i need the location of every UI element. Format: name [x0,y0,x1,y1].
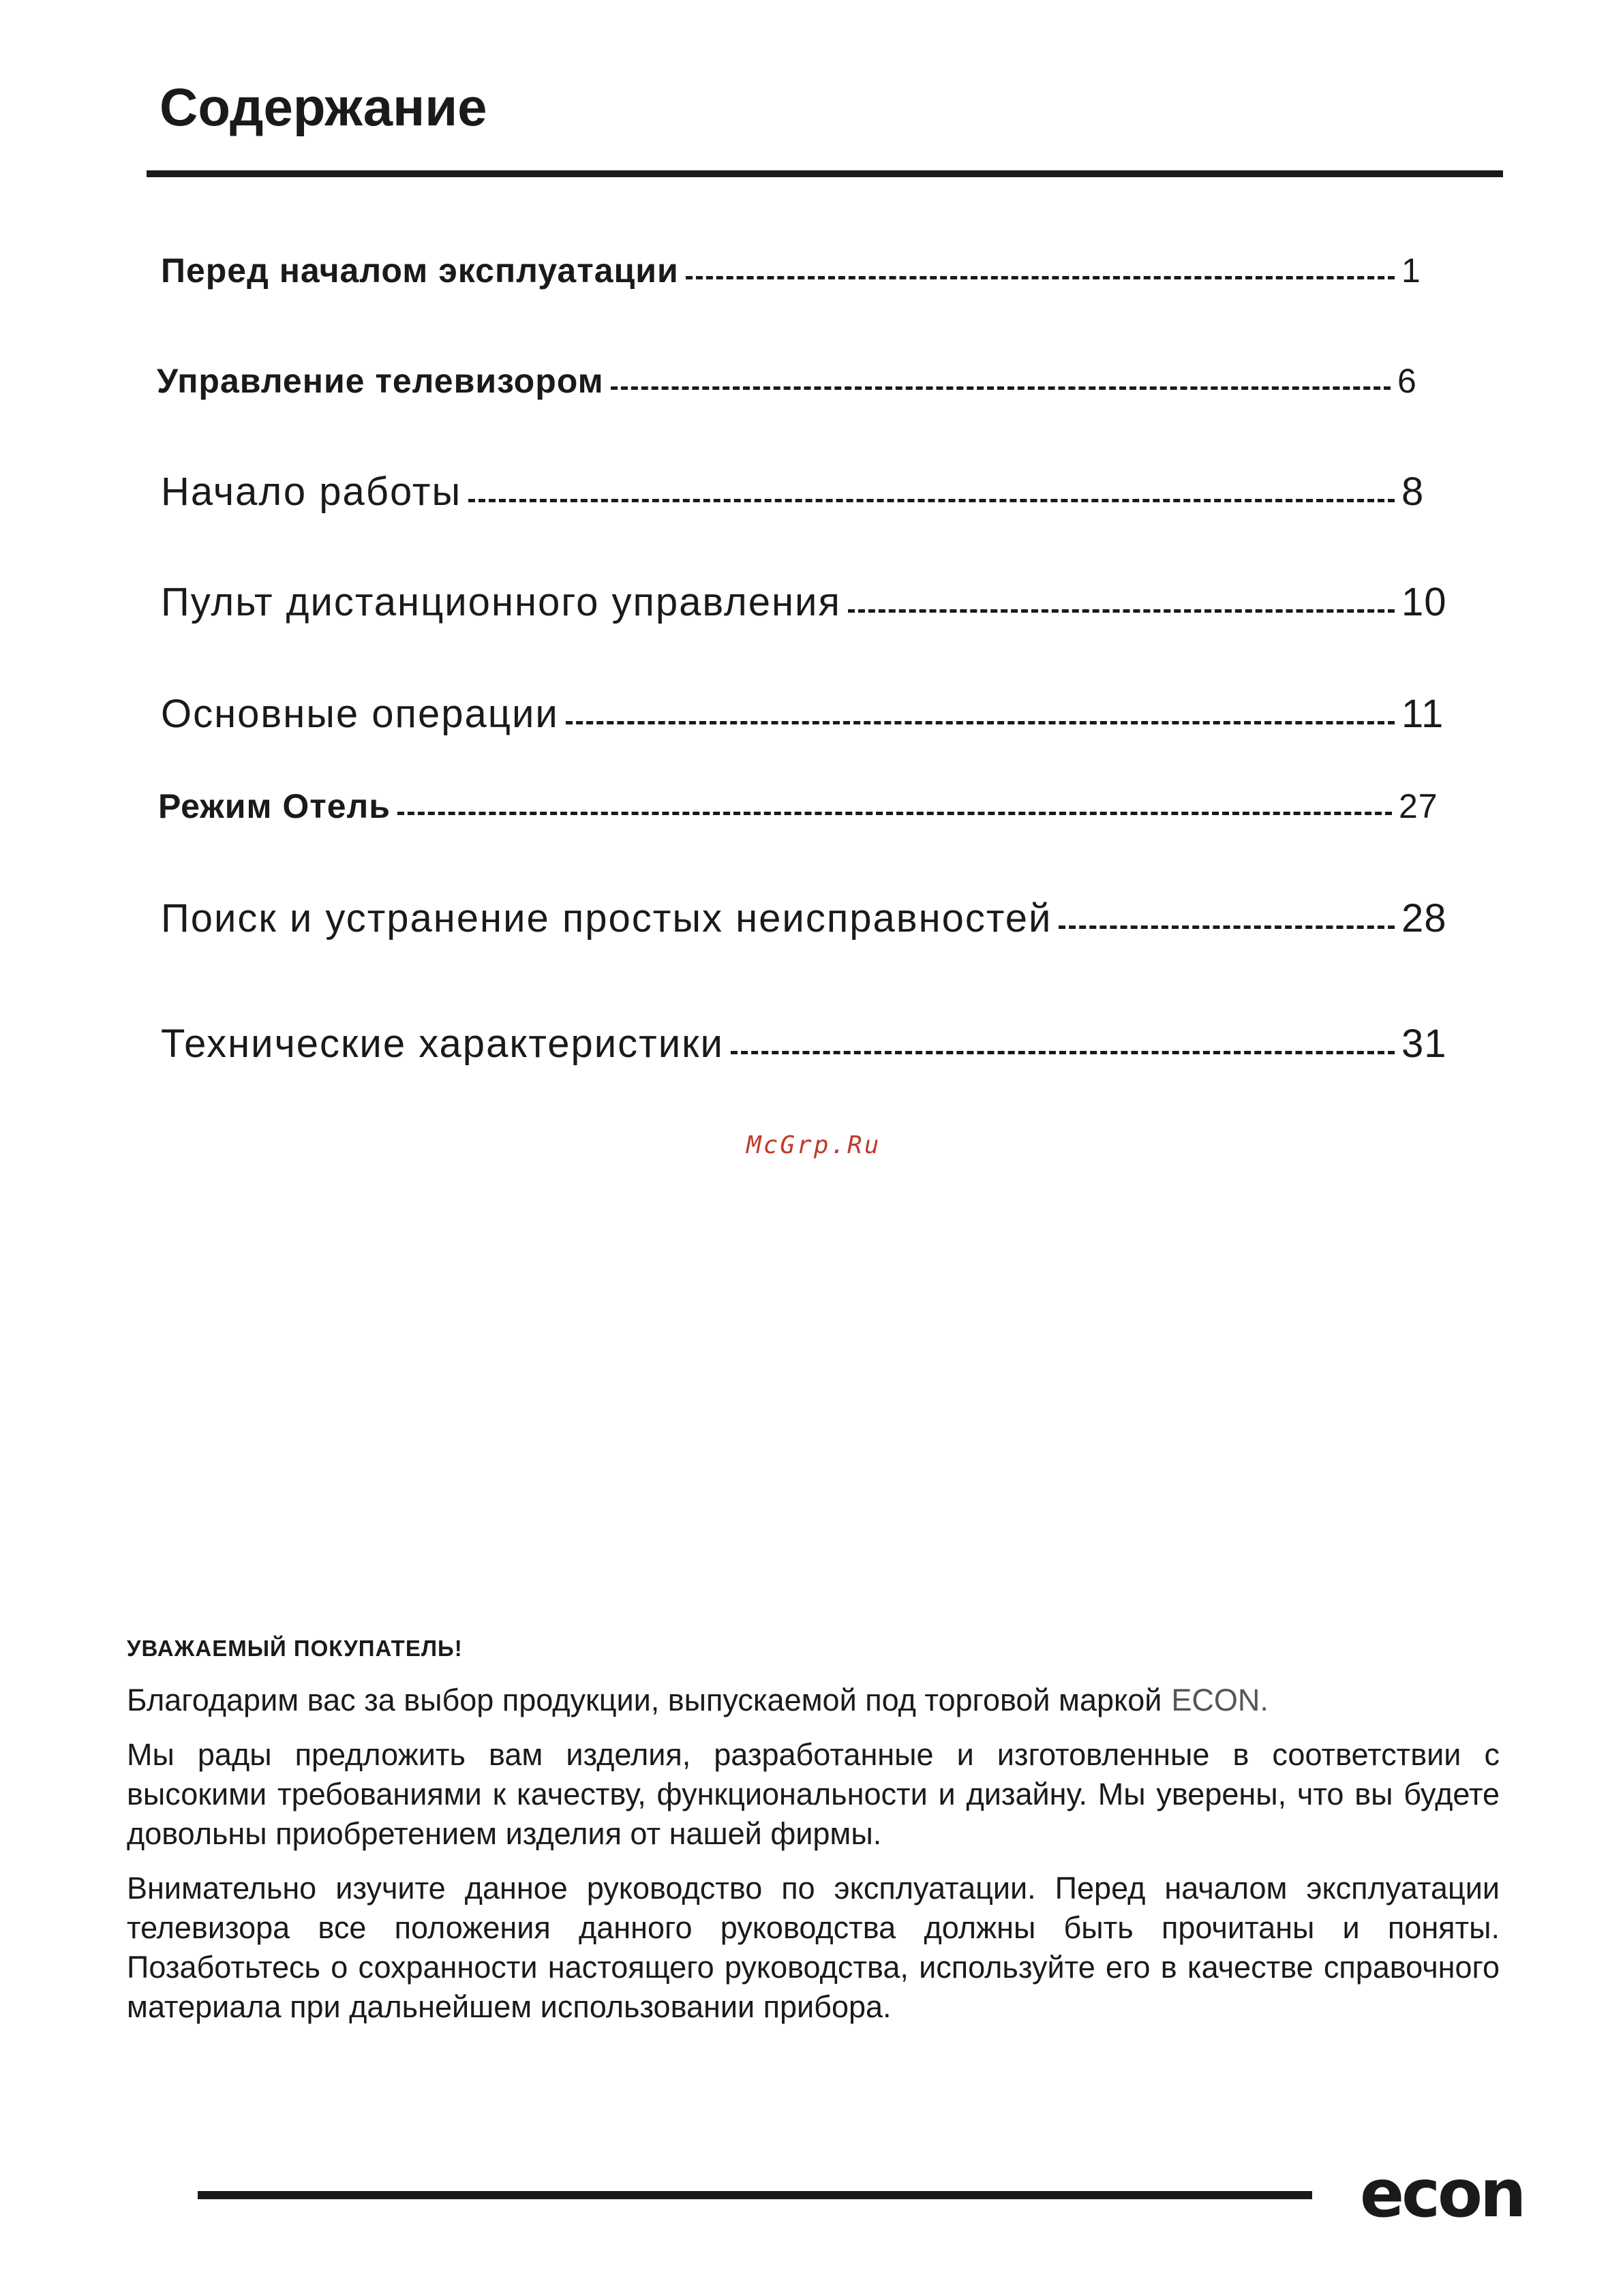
toc-dot-leader [566,721,1395,724]
toc-entry[interactable] [161,470,1456,514]
toc-entry[interactable] [161,252,1456,290]
toc-page-number: 6 [1397,362,1417,400]
toc-entry-label: Основные операции [161,692,559,736]
toc-entry-label: Управление телевизором [157,362,604,400]
toc-page-number: 11 [1401,692,1444,736]
toc-entry-label: Поиск и устранение простых неисправностей [161,896,1052,940]
toc-dot-leader [397,812,1392,815]
econ-logo [1360,2167,1537,2229]
toc-entry-label: Режим Отель [158,787,391,825]
intro-paragraph [127,1681,1500,1720]
page-title: Содержание [160,77,487,137]
intro-paragraph: Внимательно изучите данное руководство по эксплуатации. Перед началом эксплуатации телевизора все положения данного руководства должны быть прочитаны и поняты. Позаботьтесь о сохранности настоящего руководства, используйте его в качестве справочного материала при дальнейшем использовании прибора. [127,1871,1500,2024]
toc-dot-leader [686,276,1395,279]
toc-entry-label: Перед началом эксплуатации [161,251,679,290]
toc-entry[interactable] [157,363,1452,400]
intro-paragraph: Мы рады предложить вам изделия, разработанные и изготовленные в соответствии с высокими требованиями к качеству, функциональности и дизайну. Мы уверены, что вы будете довольны приобретением изделия от нашей фирмы. [127,1737,1500,1851]
title-divider [147,170,1503,177]
toc-dot-leader [731,1051,1395,1054]
toc-entry[interactable] [158,788,1453,825]
toc-dot-leader [848,609,1395,613]
toc-page-number: 1 [1401,251,1421,290]
intro-section [127,1629,1500,2042]
toc-page-number: 28 [1401,896,1447,940]
toc-dot-leader [1059,925,1395,929]
toc-entry-label: Технические характеристики [161,1022,724,1066]
toc-entry[interactable] [161,1022,1456,1066]
toc-dot-leader [468,499,1395,502]
toc-entry[interactable] [161,897,1456,940]
toc-entry-label: Пульт дистанционного управления [161,580,841,624]
logo-text: econ [1360,2167,1524,2229]
toc-dot-leader [611,386,1391,390]
toc-page-number: 31 [1401,1022,1447,1066]
toc-page-number: 8 [1401,470,1425,514]
toc-entry[interactable] [161,692,1456,736]
toc-entry-label: Начало работы [161,470,462,514]
intro-text: Благодарим вас за выбор продукции, выпускаемой под торговой маркой [127,1683,1162,1717]
toc-entry[interactable] [161,581,1456,624]
brand-name: ECON. [1171,1683,1269,1717]
intro-heading: УВАЖАЕМЫЙ ПОКУПАТЕЛЬ! [127,1636,463,1661]
watermark: McGrp.Ru [746,1131,881,1159]
footer-divider [198,2191,1312,2199]
toc-page-number: 10 [1401,580,1447,624]
toc-page-number: 27 [1399,787,1438,825]
